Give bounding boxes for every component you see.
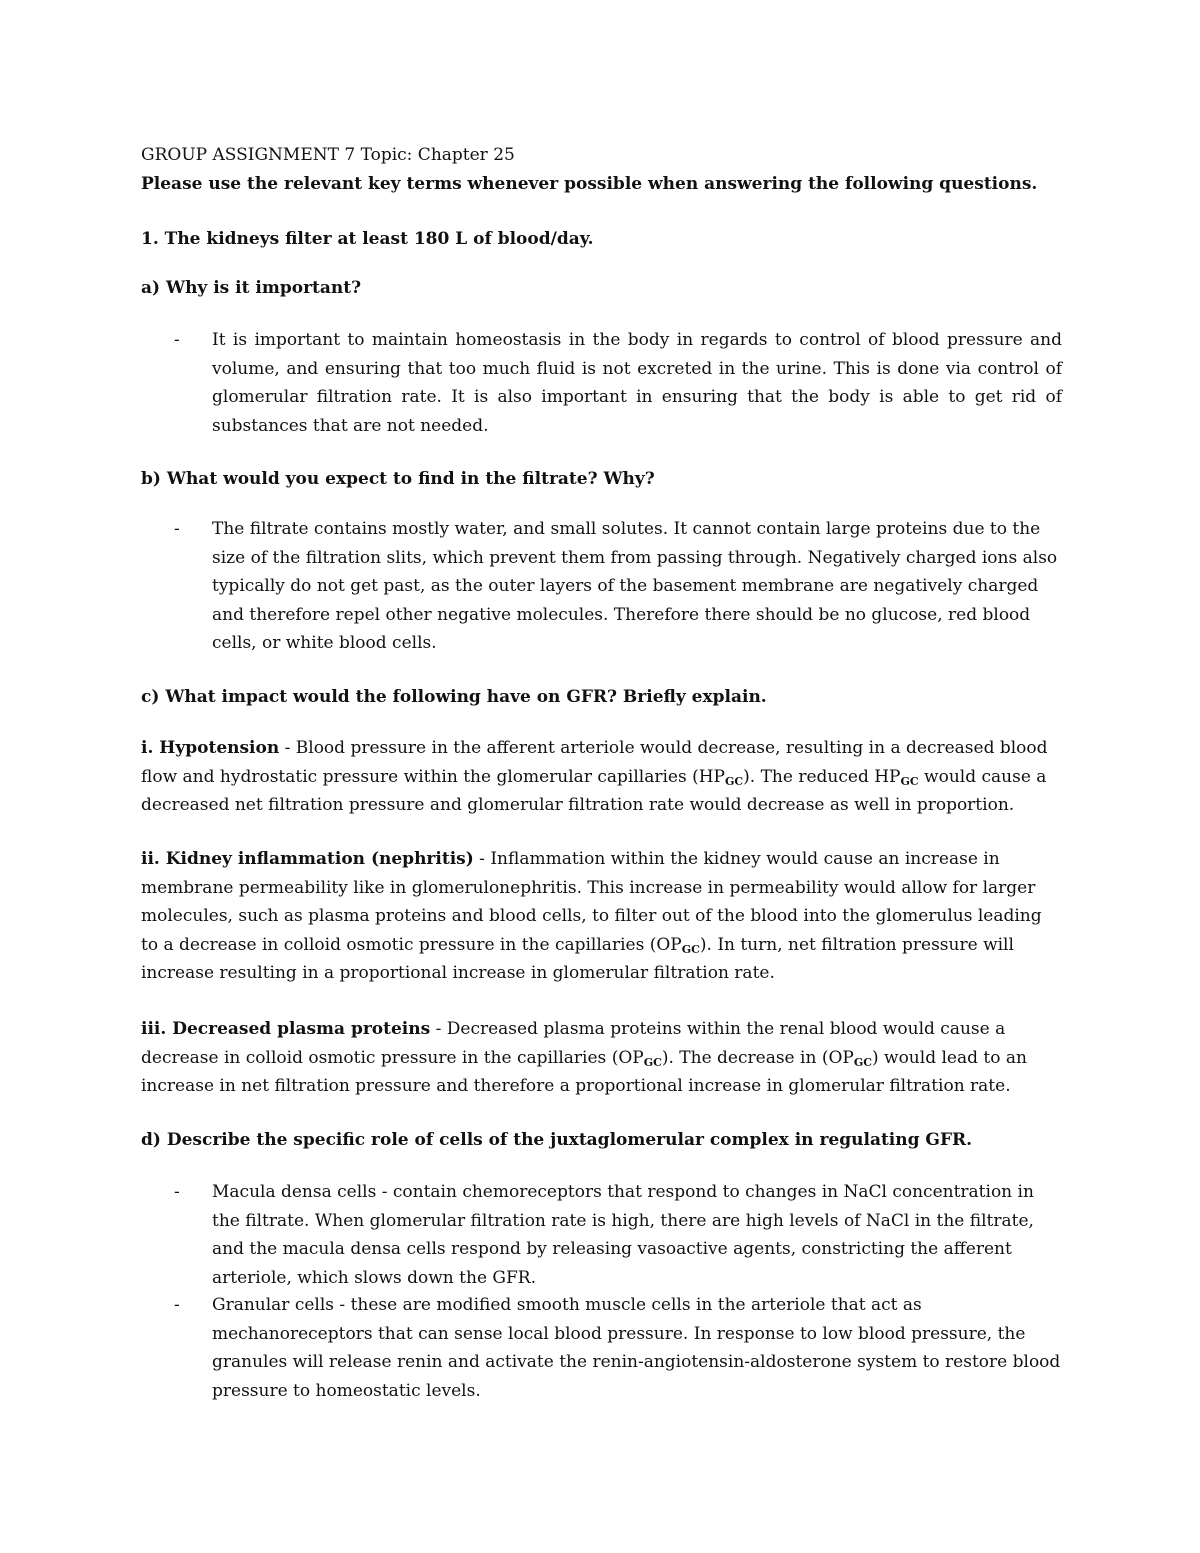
item-text: - Blood pressure in the afferent arteriole would decrease, resulting in a decreased blood flow and hydrostatic pressure within the glomerular capillaries (HP [141,738,1048,787]
subscript: GC [725,774,744,788]
assignment-title: GROUP ASSIGNMENT 7 Topic: Chapter 25 [141,145,515,165]
bullet-dash: - [174,330,180,350]
part-b-answer-item [176,515,1062,658]
item-text: ) would lead to an increase in net filtration pressure and therefore a proportional increase in glomerular filtration rate. [141,1047,1027,1096]
part-d-bullet-macula-densa [176,1178,1062,1292]
bullet-dash: - [174,1295,180,1315]
item-label: iii. Decreased plasma proteins [141,1019,431,1039]
subscript: GC [643,1055,662,1069]
item-text: would cause a decreased net filtration pressure and glomerular filtration rate would decrease as well in proportion. [141,766,1047,815]
item-label: ii. Kidney inflammation (nephritis) [141,849,474,869]
part-d-bullet-text: Macula densa cells - contain chemoreceptors that respond to changes in NaCl concentration in the filtrate. When glomerular filtration rate is high, there are high levels of NaCl in the filtrate, and the macula densa cells respond by releasing vasoactive agents, constricting the afferent arteriole, which slows down the GFR. [212,1182,1034,1288]
part-a-answer-item [176,326,1062,440]
subscript: GC [853,1055,872,1069]
item-text: ). The decrease in (OP [661,1047,854,1068]
bullet-dash: - [174,519,180,539]
subscript: GC [900,774,919,788]
instructions: Please use the relevant key terms whenever possible when answering the following questions. [141,174,1038,194]
part-d-bullet-text: Granular cells - these are modified smooth muscle cells in the arteriole that act as mechanoreceptors that can sense local blood pressure. In response to low blood pressure, the granules will release renin and activate the renin-angiotensin-aldosterone system to restore blood pressure to homeostatic levels. [212,1295,1061,1401]
subscript: GC [681,942,700,956]
part-c-item-hypotension [141,734,1061,820]
part-c-heading: c) What impact would the following have on GFR? Briefly explain. [141,687,767,707]
part-c-item-nephritis [141,845,1061,988]
question-1-prompt: 1. The kidneys filter at least 180 L of blood/day. [141,229,594,249]
part-b-heading: b) What would you expect to find in the filtrate? Why? [141,469,655,489]
part-d-bullet-granular-cells [176,1291,1062,1405]
part-a-heading: a) Why is it important? [141,278,362,298]
item-text: - Inflammation within the kidney would cause an increase in membrane permeability like in glomerulonephritis. This increase in permeability would allow for larger molecules, such as plasma proteins and blood cells, to filter out of the blood into the glomerulus leading to a decrease in colloid osmotic pressure in the capillaries (OP [141,849,1042,955]
item-text: ). In turn, net filtration pressure will increase resulting in a proportional increase in glomerular filtration rate. [141,934,1014,983]
part-c-item-plasma-proteins [141,1015,1061,1101]
item-text: ). The reduced HP [743,766,901,787]
item-text: - Decreased plasma proteins within the renal blood would cause a decrease in colloid osmotic pressure in the capillaries (OP [141,1019,1006,1068]
part-d-heading: d) Describe the specific role of cells of the juxtaglomerular complex in regulating GFR. [141,1130,973,1150]
bullet-dash: - [174,1182,180,1202]
part-b-answer: The filtrate contains mostly water, and small solutes. It cannot contain large proteins due to the size of the filtration slits, which prevent them from passing through. Negatively charged ions also typically do not get past, as the outer layers of the basement membrane are negatively charged and therefore repel other negative molecules. Therefore there should be no glucose, red blood cells, or white blood cells. [212,519,1058,653]
item-label: i. Hypotension [141,738,280,758]
part-a-answer: It is important to maintain homeostasis in the body in regards to control of blood pressure and volume, and ensuring that too much fluid is not excreted in the urine. This is done via control of glomerular filtration rate. It is also important in ensuring that the body is able to get rid of substances that are not needed. [212,330,1062,436]
